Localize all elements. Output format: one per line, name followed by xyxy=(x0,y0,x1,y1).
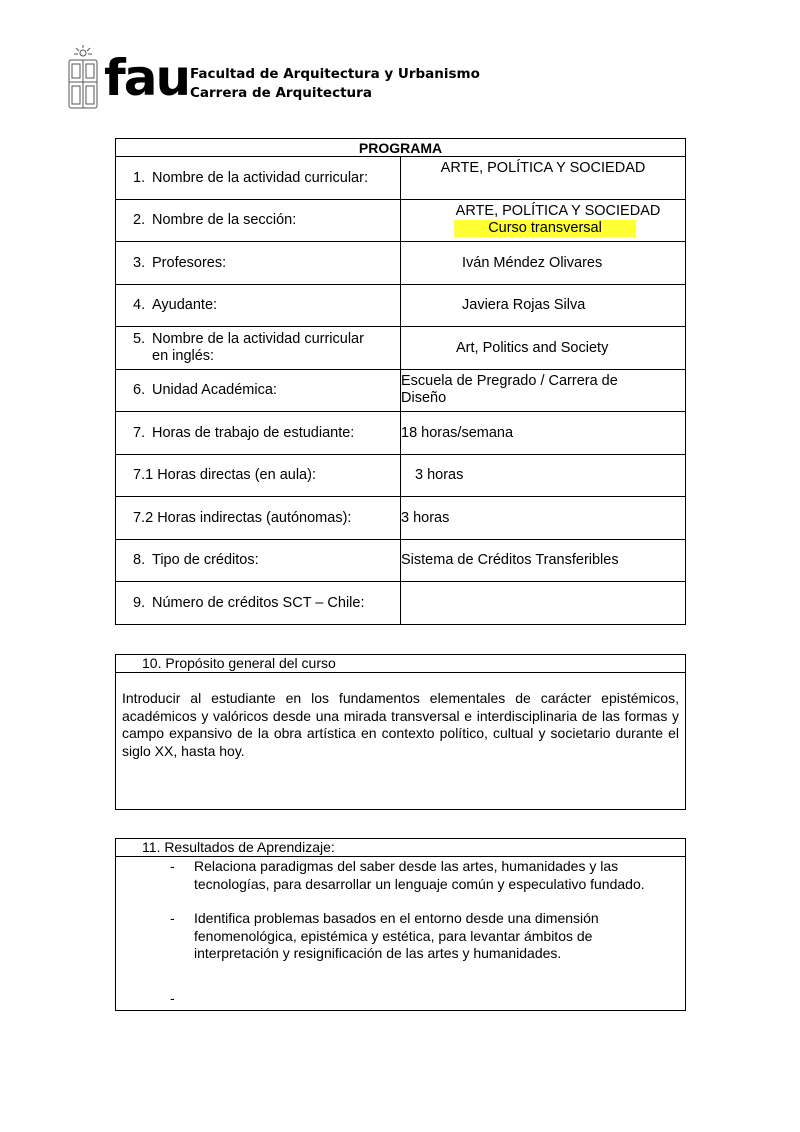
row-value: Iván Méndez Olivares xyxy=(401,242,686,285)
table-row xyxy=(116,242,686,285)
table-row xyxy=(116,199,686,242)
purpose-text: Introducir al estudiante en los fundamentos elementales de carácter epistémicos, académicos y valóricos desde una mirada transversal e interdisciplinaria de las formas y campo expansivo de la obra artística en contexto político, cultual y societario durante el siglo XX, hasta hoy. xyxy=(122,690,679,759)
row-label: 8. Tipo de créditos: xyxy=(116,539,401,582)
row-value xyxy=(401,582,686,625)
table-row xyxy=(116,284,686,327)
highlighted-text: Curso transversal xyxy=(454,220,636,237)
program-title: PROGRAMA xyxy=(116,139,686,157)
row-label: 5. Nombre de la actividad curricular en inglés: xyxy=(116,327,401,370)
table-row xyxy=(116,454,686,497)
table-row xyxy=(116,497,686,540)
row-value: ARTE, POLÍTICA Y SOCIEDAD Curso transversal xyxy=(401,199,686,242)
university-seal-icon xyxy=(66,44,100,110)
row-value: 3 horas xyxy=(401,497,686,540)
table-row xyxy=(116,327,686,370)
row-value: Escuela de Pregrado / Carrera de Diseño xyxy=(401,369,686,412)
fau-logo-text: fau xyxy=(104,49,190,107)
row-label: 7. Horas de trabajo de estudiante: xyxy=(116,412,401,455)
list-item: - xyxy=(170,989,175,1006)
row-label: 6. Unidad Académica: xyxy=(116,369,401,412)
row-value: Javiera Rojas Silva xyxy=(401,284,686,327)
row-label: 1. Nombre de la actividad curricular: xyxy=(116,157,401,200)
purpose-header: 10. Propósito general del curso xyxy=(116,655,685,673)
row-value: 3 horas xyxy=(401,454,686,497)
list-item: - Relaciona paradigmas del saber desde las artes, humanidades y las tecnologías, para desarrollar un lenguaje común y especulativo fundado. xyxy=(170,858,645,892)
table-row xyxy=(116,539,686,582)
row-label: 2. Nombre de la sección: xyxy=(116,199,401,242)
table-row xyxy=(116,157,686,200)
results-section xyxy=(115,838,686,1011)
row-value: Sistema de Créditos Transferibles xyxy=(401,539,686,582)
row-label: 3. Profesores: xyxy=(116,242,401,285)
row-value: ARTE, POLÍTICA Y SOCIEDAD xyxy=(401,157,686,200)
results-header: 11. Resultados de Aprendizaje: xyxy=(116,839,685,857)
table-row xyxy=(116,369,686,412)
faculty-name: Facultad de Arquitectura y Urbanismo xyxy=(190,66,480,82)
program-table xyxy=(115,138,686,625)
table-row xyxy=(116,582,686,625)
row-label: 7.1 Horas directas (en aula): xyxy=(116,454,401,497)
purpose-section xyxy=(115,654,686,810)
row-label: 4. Ayudante: xyxy=(116,284,401,327)
row-label: 9. Número de créditos SCT – Chile: xyxy=(116,582,401,625)
list-item: - Identifica problemas basados en el entorno desde una dimensión fenomenológica, epistémica y estética, para levantar ámbitos de interpretación y resignificación de las artes y humanidades. xyxy=(170,910,599,961)
row-value: 18 horas/semana xyxy=(401,412,686,455)
table-row xyxy=(116,412,686,455)
career-name: Carrera de Arquitectura xyxy=(190,85,372,101)
row-label: 7.2 Horas indirectas (autónomas): xyxy=(116,497,401,540)
row-value: Art, Politics and Society xyxy=(401,327,686,370)
page-header xyxy=(66,44,486,114)
